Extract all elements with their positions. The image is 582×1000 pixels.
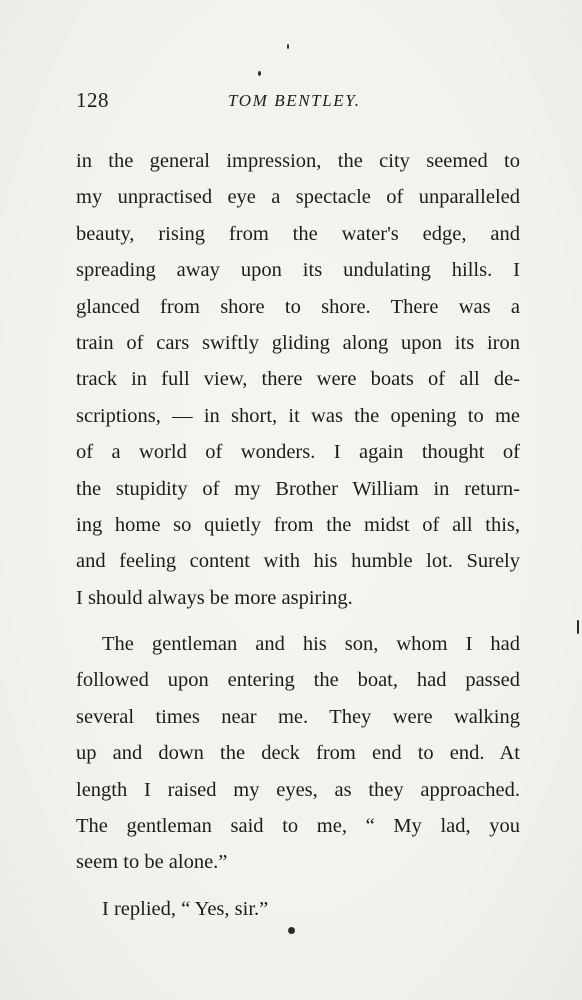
page-header: [76, 88, 520, 118]
paragraph-3: [76, 891, 520, 927]
text-line: length I raised my eyes, as they approached.: [76, 778, 520, 801]
text-line: I replied, “ Yes, sir.”: [102, 897, 269, 920]
text-line: seem to be alone.”: [76, 851, 228, 874]
text-line: track in full view, there were boats of all de-: [76, 368, 520, 391]
text-line: ing home so quietly from the midst of all this,: [76, 513, 520, 536]
text-line: and feeling content with his humble lot. Surely: [76, 550, 520, 573]
text-line: the stupidity of my Brother William in return-: [76, 477, 520, 500]
text-line: The gentleman and his son, whom I had: [102, 633, 520, 656]
text-line: train of cars swiftly gliding along upon its iron: [76, 331, 520, 354]
paragraph-1: [76, 143, 520, 616]
ink-speck: [577, 620, 579, 634]
text-line: in the general impression, the city seemed to: [76, 150, 520, 172]
paragraph-2: [76, 626, 520, 881]
ink-speck: [288, 927, 295, 934]
text-line: followed upon entering the boat, had passed: [76, 669, 520, 692]
text-line: glanced from shore to shore. There was a: [76, 295, 520, 318]
text-line: scriptions, — in short, it was the opening to me: [76, 404, 520, 427]
ink-speck: [287, 44, 289, 49]
text-line: spreading away upon its undulating hills. I: [76, 259, 520, 282]
text-line: beauty, rising from the water's edge, and: [76, 222, 520, 245]
text-line: The gentleman said to me, “ My lad, you: [76, 815, 520, 838]
text-line: I should always be more aspiring.: [76, 586, 353, 609]
page-number: 128: [76, 88, 109, 112]
ink-speck: [258, 71, 261, 76]
running-head: TOM BENTLEY.: [228, 91, 361, 110]
body-text: [76, 143, 520, 927]
text-line: my unpractised eye a spectacle of unparalleled: [76, 186, 520, 209]
text-line: of a world of wonders. I again thought of: [76, 441, 520, 464]
text-line: several times near me. They were walking: [76, 705, 520, 728]
text-line: up and down the deck from end to end. At: [76, 742, 520, 765]
